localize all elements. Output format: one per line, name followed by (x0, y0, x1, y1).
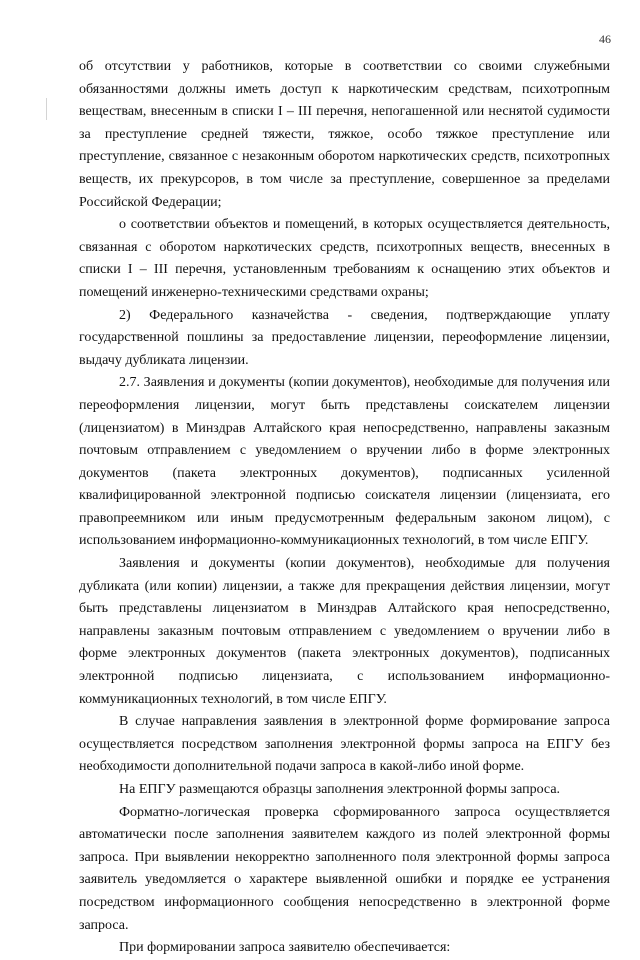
paragraph-2-7-license-documents: 2.7. Заявления и документы (копии документов), необходимые для получения или переоформления лицензии, могут быть представлены соискателем лицензии (лицензиатом) в Минздрав Алтайского края непосредственно, направлены заказным почтовым отправлением с уведомлением о вручении либо в форме электронных документов (пакета электронных документов), подписанных усиленной квалифицированной электронной подписью соискателя лицензии (лицензиата, его правопреемником или иным предусмотренным федеральным законом лицом), с использованием информационно-коммуникационных технологий, в том числе ЕПГУ. (79, 375, 610, 549)
paragraph-treasury: 2) Федерального казначейства - сведения, подтверждающие уплату государственной пошлины за предоставление лицензии, переоформление лицензии, выдачу дубликата лицензии. (79, 307, 610, 368)
paragraph-electronic-request: В случае направления заявления в электронной форме формирование запроса осуществляется посредством заполнения электронной формы запроса на ЕПГУ без необходимости дополнительной подачи запроса в какой-либо иной форме. (79, 714, 610, 775)
paragraph-format-check: Форматно-логическая проверка сформированного запроса осуществляется автоматически после заполнения заявителем каждого из полей электронной формы запроса. При выявлении некорректно заполненного поля электронной формы запроса заявитель уведомляется о характере выявленной ошибки и порядке ее устранения посредством информационного сообщения непосредственно в электронной форме запроса. (79, 804, 610, 933)
scan-margin-mark (46, 98, 47, 120)
paragraph-continued: об отсутствии у работников, которые в соответствии со своими служебными обязанностями должны иметь доступ к наркотическим средствам, психотропным веществам, внесенным в списки I – III перечня, непогашенной или неснятой судимости за преступление средней тяжести, тяжкое, особо тяжкое преступление или преступление, связанное с незаконным оборотом наркотических средств, психотропных веществ, их прекурсоров, в том числе за преступление, совершенное за пределами Российской Федерации; (79, 59, 610, 210)
paragraph-epgu-samples: На ЕПГУ размещаются образцы заполнения электронной формы запроса. (119, 782, 561, 797)
paragraph-duplicate-license: Заявления и документы (копии документов), необходимые для получения дубликата (или копии) лицензии, а также для прекращения действия лицензии, могут быть представлены лицензиатом в Минздрав Алтайского края непосредственно, направлены заказным почтовым отправлением с уведомлением о вручении либо в форме электронных документов (пакета электронных документов), подписанных электронной подписью лицензиата, с использованием информационно-коммуникационных технологий, в том числе ЕПГУ. (79, 556, 610, 707)
paragraph-premises-compliance: о соответствии объектов и помещений, в которых осуществляется деятельность, связанная с оборотом наркотических средств, психотропных веществ, внесенных в списки I – III перечня, установленным требованиям к оснащению этих объектов и помещений инженерно-техническими средствами охраны; (79, 217, 610, 300)
page-number: 46 (599, 32, 611, 46)
document-body (79, 56, 610, 960)
paragraph-request-provision: При формировании запроса заявителю обеспечивается: (119, 940, 451, 956)
